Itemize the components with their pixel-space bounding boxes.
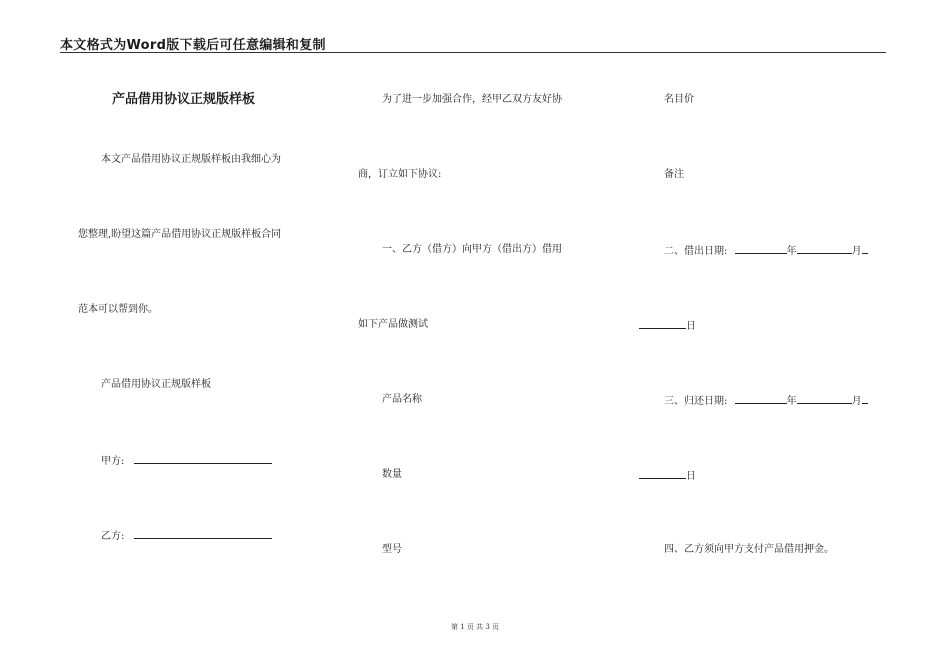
lend-date-row: [664, 243, 868, 259]
lend-date-label: 二、借出日期:: [664, 246, 728, 257]
lend-day-blank-start: [862, 243, 868, 254]
clause-intro-line-2: 商，订立如下协议:: [358, 169, 442, 180]
quantity-label: 数量: [382, 469, 402, 480]
clause-one-line-2: 如下产品做测试: [358, 319, 428, 330]
return-date-day-row: [639, 468, 696, 484]
party-b-label: 乙方:: [101, 531, 125, 542]
return-year-blank: [735, 393, 787, 404]
return-year-label: 年: [786, 396, 797, 407]
party-a-blank: [134, 453, 272, 464]
return-month-label: 月: [851, 396, 862, 407]
deposit-clause: 四、乙方须向甲方支付产品借用押金。: [664, 544, 834, 555]
return-day-label: 日: [686, 471, 696, 482]
return-date-label: 三、归还日期:: [664, 396, 728, 407]
party-a-label: 甲方:: [101, 456, 125, 467]
lend-month-blank: [797, 243, 852, 254]
lend-day-blank: [639, 318, 686, 329]
model-label: 型号: [382, 544, 402, 555]
remark-label: 备注: [664, 169, 684, 180]
intro-line-2: 您整理,盼望这篇产品借用协议正规版样板合同: [78, 229, 282, 240]
document-title: 产品借用协议正规版样板: [112, 92, 256, 107]
return-day-blank: [639, 468, 686, 479]
clause-intro-line-1: 为了进一步加强合作，经甲乙双方友好协: [382, 94, 562, 105]
lend-year-blank: [735, 243, 787, 254]
return-month-blank: [797, 393, 852, 404]
lend-month-label: 月: [851, 246, 862, 257]
price-label: 名目价: [664, 94, 694, 105]
party-b-row: [101, 528, 272, 544]
intro-line-1: 本文产品借用协议正规版样板由我细心为: [101, 154, 281, 165]
return-date-row: [664, 393, 868, 409]
party-b-blank: [134, 528, 272, 539]
agreement-subtitle: 产品借用协议正规版样板: [101, 379, 211, 390]
lend-year-label: 年: [786, 246, 797, 257]
header-text: 本文格式为Word版下载后可任意编辑和复制: [60, 38, 326, 53]
return-day-blank-start: [862, 393, 868, 404]
lend-date-day-row: [639, 318, 696, 334]
document-header: [60, 34, 886, 53]
intro-line-3: 范本可以帮到你。: [78, 304, 158, 315]
clause-one-line-1: 一、乙方（借方）向甲方（借出方）借用: [382, 244, 562, 255]
party-a-row: [101, 453, 272, 469]
product-name-label: 产品名称: [382, 394, 422, 405]
lend-day-label: 日: [686, 321, 696, 332]
page-footer: 第 1 页 共 3 页: [450, 623, 500, 631]
